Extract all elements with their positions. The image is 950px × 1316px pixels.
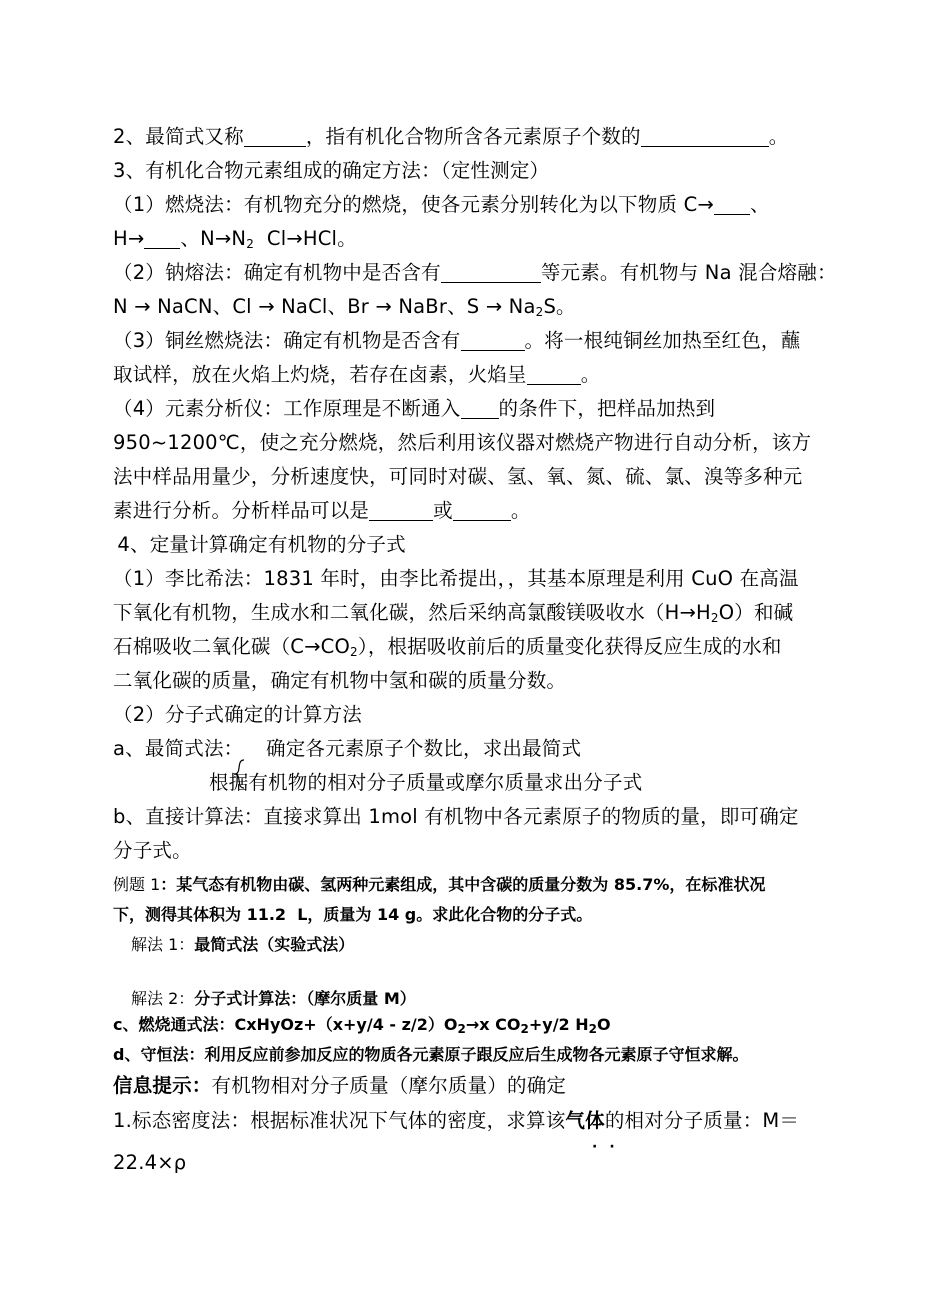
- fill-blank[interactable]: [714, 192, 750, 215]
- fill-blank[interactable]: [461, 396, 499, 419]
- line-liebig-method: （1）李比希法：1831 年时，由李比希提出，，其基本原理是利用 CuO 在高温: [113, 567, 799, 590]
- line-text: 二氧化碳的质量，确定有机物中氢和碳的质量分数。: [113, 669, 567, 692]
- line-combustion-products: H→ 、$N\to N_2$ Cl→HCl。: [113, 227, 357, 251]
- fill-blank[interactable]: [453, 498, 511, 521]
- line-copper-wire: （3）铜丝燃烧法：确定有机物是否含有 。将一根纯铜丝加热至红色，蘸: [113, 329, 801, 352]
- solution-2: 解法 2：分子式计算法：（摩尔质量 M）: [131, 989, 416, 1008]
- line-text: 950~1200℃，使之充分燃烧，然后利用该仪器对燃烧产物进行自动分析，该方: [113, 431, 812, 454]
- section-4-heading: 4、定量计算确定有机物的分子式: [111, 533, 406, 556]
- line-text: 下氧化有机物，生成水和二氧化碳，然后采纳高氯酸镁吸收水$(H\to H_2O)$和碱: [113, 601, 794, 625]
- section-3-heading: 3、有机化合物元素组成的确定方法：（定性测定）: [113, 159, 550, 182]
- line-combustion-general-formula: c、燃烧通式法：CxHyOz+（x+y/4 - $z/2)O_2\to x$ $CO_2+y/2$ $H_2O$: [113, 1015, 611, 1036]
- example-1: 例题 1：某气态有机物由碳、氢两种元素组成，其中含碳的质量分数为 85.7%，在标准状况: [113, 875, 766, 894]
- line-direct-calc: b、直接计算法：直接求算出 1mol 有机物中各元素原子的物质的量，即可确定: [113, 805, 799, 828]
- emphasized-word: 气体: [565, 1109, 605, 1132]
- line-text: 分子式。: [113, 839, 192, 862]
- fill-blank[interactable]: [641, 124, 769, 147]
- fill-blank[interactable]: [461, 328, 525, 351]
- line-text: 石棉吸收二氧化碳$(C\to CO_2)$，根据吸收前后的质量变化获得反应生成的水和: [113, 635, 782, 659]
- fill-blank[interactable]: [244, 124, 306, 147]
- step-1: 确定各元素原子个数比，求出最简式: [266, 737, 582, 760]
- line-conservation-method: d、守恒法：利用反应前参加反应的物质各元素原子跟反应后生成物各元素原子守恒求解。: [113, 1045, 749, 1064]
- solution-1: 解法 1：最简式法（实验式法）: [131, 935, 355, 954]
- line-text: 法中样品用量少，分析速度快，可同时对碳、氢、氧、氮、硫、氯、溴等多种元: [113, 465, 803, 488]
- fill-blank[interactable]: [441, 260, 541, 283]
- line-density-method: 1.标态密度法：根据标准状况下气体的密度，求算该气体的相对分子质量：M＝: [113, 1109, 800, 1132]
- line-formula: 22.4×ρ: [113, 1151, 187, 1174]
- fill-blank[interactable]: [369, 498, 433, 521]
- step-2: 根据有机物的相对分子质量或摩尔质量求出分子式: [209, 771, 643, 794]
- example-1-cont: 下，测得其体积为 11.2 L，质量为 14 g。求此化合物的分子式。: [113, 905, 593, 924]
- line-simplest-formula: 2、最简式又称 ，指有机化合物所含各元素原子个数的 。: [113, 125, 789, 148]
- fill-blank[interactable]: [144, 226, 180, 249]
- line-combustion-method: （1）燃烧法：有机物充分的燃烧，使各元素分别转化为以下物质 C→ 、: [113, 193, 770, 216]
- emphasis-dots: ··: [592, 1139, 627, 1155]
- line-sodium-fusion-products: N → NaCN、Cl → NaCl、Br → NaBr、$S \to Na_2S$。: [113, 295, 576, 319]
- line-sample-types: 素进行分析。分析样品可以是 或 。: [113, 499, 531, 522]
- line-copper-wire-flame: 取试样，放在火焰上灼烧，若存在卤素，火焰呈 。: [113, 363, 601, 386]
- subsection-heading: （2）分子式确定的计算方法: [113, 703, 363, 726]
- line-sodium-fusion: （2）钠熔法：确定有机物中是否含有 等元素。有机物与 Na 混合熔融：: [113, 261, 837, 284]
- fill-blank[interactable]: [527, 362, 581, 385]
- line-element-analyzer: （4）元素分析仪：工作原理是不断通入 的条件下，把样品加热到: [113, 397, 716, 420]
- line-simplest-formula-method: a、最简式法：: [113, 737, 244, 760]
- info-hint: 信息提示：有机物相对分子质量（摩尔质量）的确定: [113, 1074, 567, 1097]
